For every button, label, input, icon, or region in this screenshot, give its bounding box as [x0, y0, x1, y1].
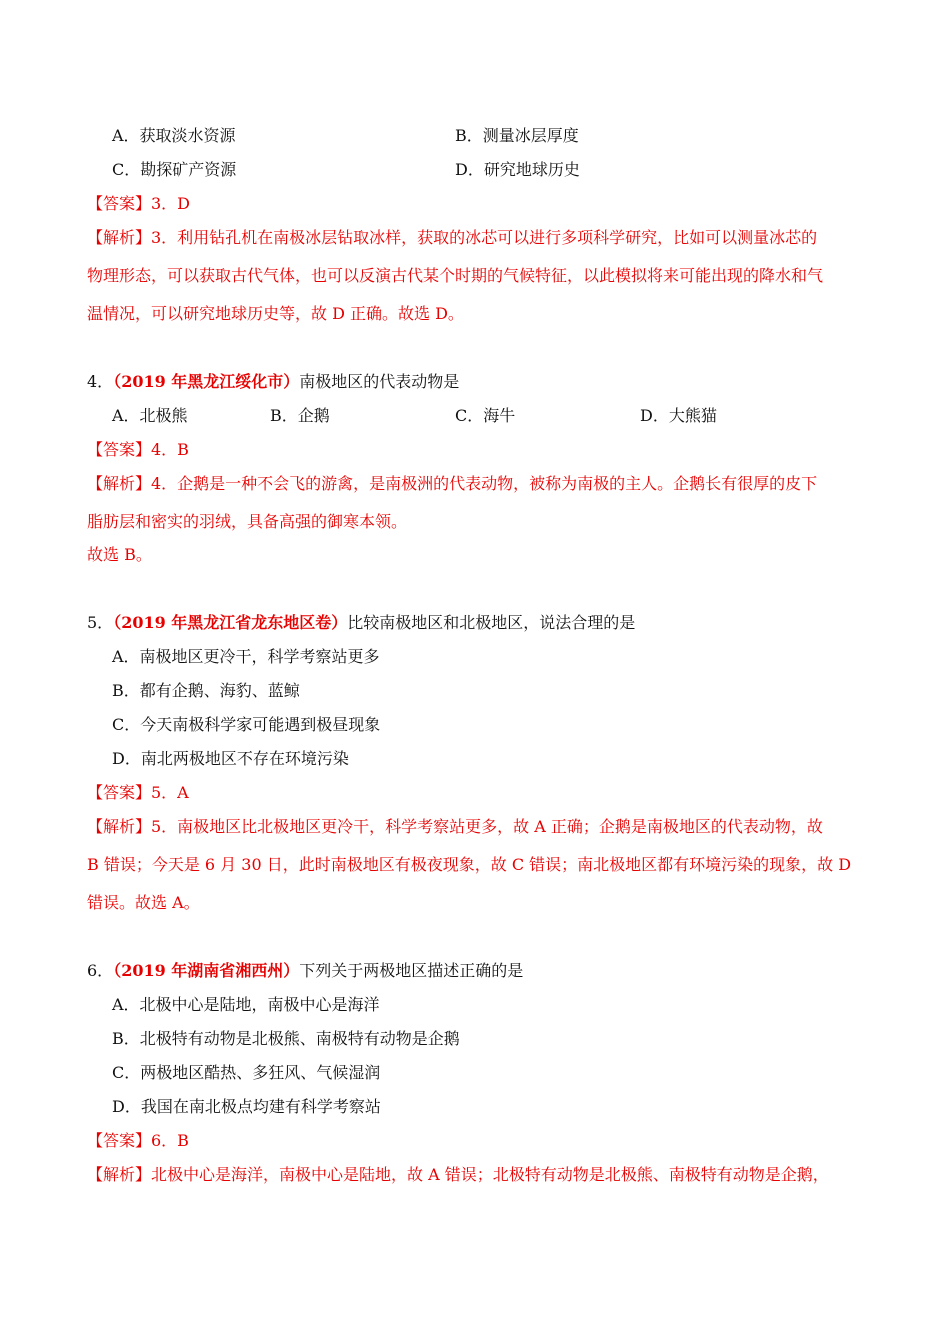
q6-answer: 【答案】6．B — [87, 1131, 189, 1150]
q6-option-c: C．两极地区酷热、多狂风、气候湿润 — [112, 1063, 381, 1082]
q4-analysis-line-3: 故选 B。 — [87, 545, 152, 564]
q3-option-d: D．研究地球历史 — [455, 160, 580, 179]
q3-analysis-line-1: 【解析】3．利用钻孔机在南极冰层钻取冰样，获取的冰芯可以进行多项科学研究，比如可以测量冰芯的 — [87, 228, 818, 247]
q4-source: （2019 年黑龙江绥化市） — [113, 372, 300, 391]
q5-option-b: B．都有企鹅、海豹、蓝鲸 — [112, 681, 300, 700]
q5-option-c: C．今天南极科学家可能遇到极昼现象 — [112, 715, 381, 734]
q6-option-a: A．北极中心是陆地，南极中心是海洋 — [112, 995, 380, 1014]
q4-option-d: D．大熊猫 — [640, 406, 717, 425]
q6-source: （2019 年湖南省湘西州） — [113, 961, 300, 980]
q6-stem-line — [87, 961, 523, 981]
q4-number: 4． — [87, 372, 114, 391]
q3-option-b: B．测量冰层厚度 — [455, 126, 579, 145]
q5-analysis-line-2: B 错误；今天是 6 月 30 日，此时南极地区有极夜现象，故 C 错误；南北极地区都有环境污染的现象，故 D — [87, 855, 852, 874]
q3-option-c: C．勘探矿产资源 — [112, 160, 237, 179]
q3-analysis-line-3: 温情况，可以研究地球历史等，故 D 正确。故选 D。 — [87, 304, 464, 323]
q5-option-d: D．南北两极地区不存在环境污染 — [112, 749, 349, 768]
q5-analysis-line-3: 错误。故选 A。 — [87, 893, 200, 912]
q4-stem: 南极地区的代表动物是 — [299, 372, 460, 391]
q5-analysis-line-1: 【解析】5．南极地区比北极地区更冷干，科学考察站更多，故 A 正确；企鹅是南极地区的代表动物，故 — [87, 817, 823, 836]
q3-analysis-line-2: 物理形态，可以获取古代气体，也可以反演古代某个时期的气候特征，以此模拟将来可能出现的降水和气 — [87, 266, 824, 285]
q4-answer: 【答案】4．B — [87, 440, 189, 459]
q5-number: 5． — [87, 613, 114, 632]
q5-source: （2019 年黑龙江省龙东地区卷） — [113, 613, 348, 632]
q4-stem-line — [87, 372, 459, 392]
q4-analysis-line-1: 【解析】4．企鹅是一种不会飞的游禽，是南极洲的代表动物，被称为南极的主人。企鹅长有很厚的皮下 — [87, 474, 818, 493]
q5-stem-line — [87, 613, 635, 633]
q4-option-a: A．北极熊 — [112, 406, 188, 425]
q4-option-b: B．企鹅 — [270, 406, 330, 425]
q4-option-c: C．海牛 — [455, 406, 516, 425]
q3-option-a: A．获取淡水资源 — [112, 126, 236, 145]
q5-option-a: A．南极地区更冷干，科学考察站更多 — [112, 647, 380, 666]
q5-answer: 【答案】5．A — [87, 783, 189, 802]
q6-stem: 下列关于两极地区描述正确的是 — [299, 961, 524, 980]
q3-answer: 【答案】3．D — [87, 194, 191, 213]
q4-analysis-line-2: 脂肪层和密实的羽绒，具备高强的御寒本领。 — [87, 512, 408, 531]
q6-number: 6． — [87, 961, 114, 980]
q6-analysis-line-1: 【解析】北极中心是海洋，南极中心是陆地，故 A 错误；北极特有动物是北极熊、南极特有动物是企鹅， — [87, 1165, 829, 1184]
q6-option-b: B．北极特有动物是北极熊、南极特有动物是企鹅 — [112, 1029, 460, 1048]
q5-stem: 比较南极地区和北极地区，说法合理的是 — [347, 613, 636, 632]
q6-option-d: D．我国在南北极点均建有科学考察站 — [112, 1097, 381, 1116]
